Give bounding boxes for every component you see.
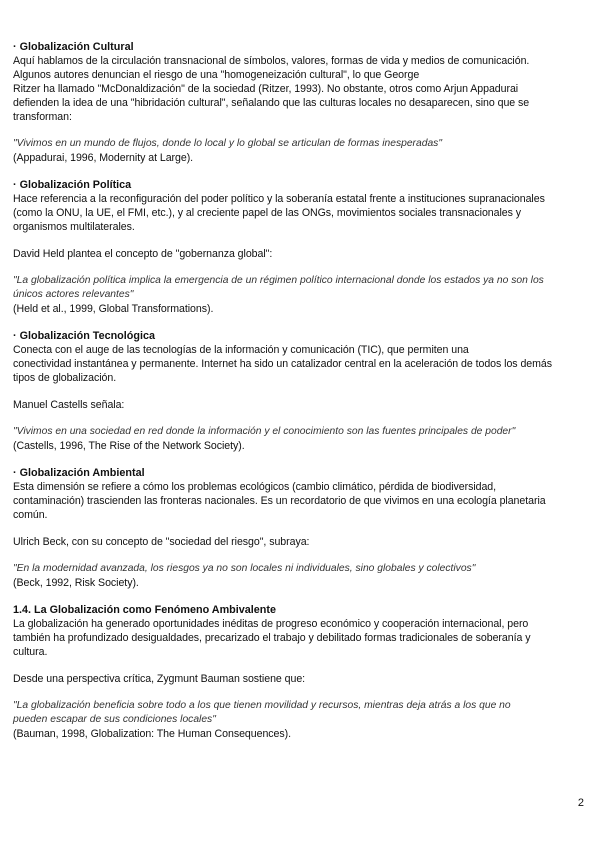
paragraph: La globalización ha generado oportunidades inéditas de progreso económico y cooperación internacional, pero también ha profundizado desigualdades, precarizado el trabajo y debilitado formas tradicionales de soberanía y cultura. <box>13 618 531 658</box>
section-heading: 1.4. La Globalización como Fenómeno Ambivalente <box>13 604 276 616</box>
quote: "La globalización beneficia sobre todo a los que tienen movilidad y recursos, mientras deja atrás a los que no pueden escapar de sus condiciones locales" <box>13 700 511 725</box>
section-tecnologica <box>13 329 582 453</box>
citation: (Held et al., 1999, Global Transformations). <box>13 303 214 315</box>
paragraph: Esta dimensión se refiere a cómo los problemas ecológicos (cambio climático, pérdida de biodiversidad, contaminación) trascienden las fronteras nacionales. Es un recordatorio de que vivimos en una ecología planetaria común. <box>13 481 546 521</box>
paragraph: Manuel Castells señala: <box>13 399 125 411</box>
quote: "Vivimos en un mundo de flujos, donde lo local y lo global se articulan de formas inesperadas" <box>13 138 442 149</box>
page-number: 2 <box>577 797 584 809</box>
quote: "La globalización política implica la emergencia de un régimen político internacional donde los estados ya no son los únicos actores relevantes" <box>13 275 544 300</box>
citation: (Appadurai, 1996, Modernity at Large). <box>13 152 194 164</box>
section-ambivalente <box>13 603 582 741</box>
paragraph: Desde una perspectiva crítica, Zygmunt Bauman sostiene que: <box>13 673 306 685</box>
paragraph: David Held plantea el concepto de "gobernanza global": <box>13 248 273 260</box>
section-ambiental <box>13 466 582 590</box>
quote: "Vivimos en una sociedad en red donde la información y el conocimiento son las fuentes principales de poder" <box>13 426 516 437</box>
paragraph: Aquí hablamos de la circulación transnacional de símbolos, valores, formas de vida y medios de comunicación. Algunos autores denuncian el riesgo de una "homogeneización cultural", lo que George Ritzer ha llamado "McDonaldización" de la sociedad (Ritzer, 1993). No obstante, otros como Arjun Appadurai defienden la idea de una "hibridación cultural", señalando que las culturas locales no desaparecen, sino que se transforman: <box>13 55 530 123</box>
section-cultural <box>13 40 582 165</box>
citation: (Bauman, 1998, Globalization: The Human Consequences). <box>13 728 292 740</box>
section-politica <box>13 178 582 316</box>
quote: "En la modernidad avanzada, los riesgos ya no son locales ni individuales, sino globales y colectivos" <box>13 563 476 574</box>
paragraph: Ulrich Beck, con su concepto de "sociedad del riesgo", subraya: <box>13 536 310 548</box>
paragraph: Conecta con el auge de las tecnologías de la información y comunicación (TIC), que permiten una conectividad instantánea y permanente. Internet ha sido un catalizador central en la aceleración de todos los demás tipos de globalización. <box>13 344 552 384</box>
citation: (Castells, 1996, The Rise of the Network Society). <box>13 440 245 452</box>
citation: (Beck, 1992, Risk Society). <box>13 577 139 589</box>
section-heading: · Globalización Ambiental <box>13 467 145 479</box>
section-heading: · Globalización Cultural <box>13 41 134 53</box>
section-heading: · Globalización Política <box>13 179 132 191</box>
paragraph: Hace referencia a la reconfiguración del poder político y la soberanía estatal frente a instituciones supranacionales (como la ONU, la UE, el FMI, etc.), y al creciente papel de las ONGs, movimientos sociales transnacionales y organismos multilaterales. <box>13 193 545 233</box>
section-heading: · Globalización Tecnológica <box>13 330 155 342</box>
